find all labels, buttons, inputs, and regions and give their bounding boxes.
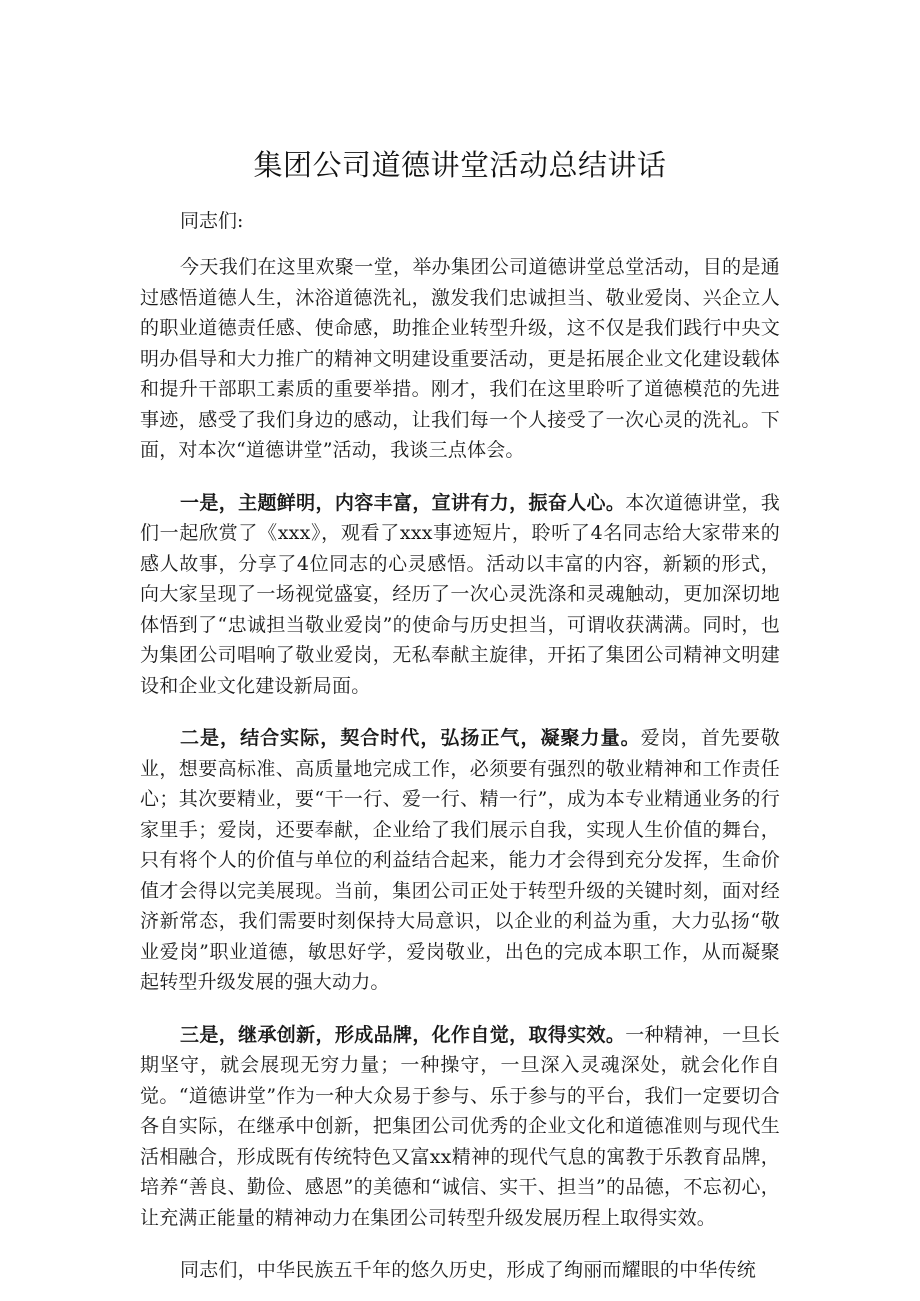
paragraph-text: 今天我们在这里欢聚一堂，举办集团公司道德讲堂总堂活动，目的是通过感悟道德人生，沐浴道德洗礼，激发我们忠诚担当、敬业爱岗、兴企立人的职业道德责任感、使命感，助推企业转型升级，这不仅是我们践行中央文明办倡导和大力推广的精神文明建设重要活动，更是拓展企业文化建设载体和提升干部职工素质的重要举措。刚才，我们在这里聆听了道德模范的先进事迹，感受了我们身边的感动，让我们每一个人接受了一次心灵的洗礼。下面，对本次“道德讲堂”活动，我谈三点体会。 bbox=[140, 256, 780, 461]
document-title: 集团公司道德讲堂活动总结讲话 bbox=[253, 148, 667, 182]
paragraph-point-three bbox=[140, 1020, 780, 1234]
paragraph-point-two bbox=[140, 723, 780, 998]
paragraph-lead: 一是，主题鲜明，内容丰富，宣讲有力，振奋人心。 bbox=[180, 491, 626, 514]
paragraph-text: 本次道德讲堂，我们一起欣赏了《xxx》，观看了xxx事迹短片，聆听了4名同志给大家带来的感人故事，分享了4位同志的心灵感悟。活动以丰富的内容，新颖的形式，向大家呈现了一场视觉盛宴，经历了一次心灵洗涤和灵魂触动，更加深切地体悟到了“忠诚担当敬业爱岗”的使命与历史担当，可谓收获满满。同时，也为集团公司唱响了敬业爱岗，无私奉献主旋律，开拓了集团公司精神文明建设和企业文化建设新局面。 bbox=[140, 491, 780, 697]
paragraph-lead: 三是，继承创新，形成品牌，化作自觉，取得实效。 bbox=[180, 1023, 626, 1046]
paragraph-text: 爱岗，首先要敬业，想要高标准、高质量地完成工作，必须要有强烈的敬业精神和工作责任心；其次要精业，要“干一行、爱一行、精一行”，成为本专业精通业务的行家里手；爱岗，还要奉献，企业给了我们展示自我，实现人生价值的舞台，只有将个人的价值与单位的利益结合起来，能力才会得到充分发挥，生命价值才会得以完美展现。当前，集团公司正处于转型升级的关键时刻，面对经济新常态，我们需要时刻保持大局意识，以企业的利益为重，大力弘扬“敬业爱岗”职业道德，敏思好学，爱岗敬业，出色的完成本职工作，从而凝聚起转型升级发展的强大动力。 bbox=[140, 727, 780, 993]
paragraph-intro bbox=[140, 252, 780, 466]
salutation: 同志们: bbox=[180, 210, 244, 232]
paragraph-text: 同志们，中华民族五千年的悠久历史，形成了绚丽而耀眼的中华传统 bbox=[180, 1259, 757, 1281]
paragraph-text: 一种精神，一旦长期坚守，就会展现无穷力量；一种操守，一旦深入灵魂深处，就会化作自觉。“道德讲堂”作为一种大众易于参与、乐于参与的平台，我们一定要切合各自实际，在继承中创新，把集团公司优秀的企业文化和道德准则与现代生活相融合，形成既有传统特色又富xx精神的现代气息的寓教于乐教育品牌，培养“善良、勤俭、感恩”的美德和“诚信、实干、担当”的品德，不忘初心，让充满正能量的精神动力在集团公司转型升级发展历程上取得实效。 bbox=[140, 1023, 780, 1229]
paragraph-point-one bbox=[140, 488, 780, 702]
paragraph-closing bbox=[140, 1255, 780, 1286]
paragraph-lead: 二是，结合实际，契合时代，弘扬正气，凝聚力量。 bbox=[180, 727, 641, 749]
